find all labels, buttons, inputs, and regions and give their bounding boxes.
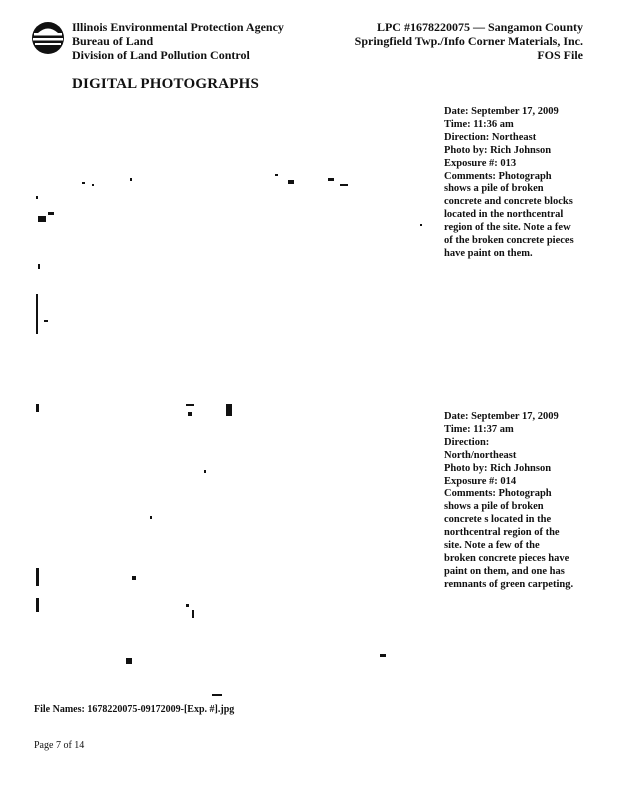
agency-name: Illinois Environmental Protection Agency bbox=[72, 20, 284, 34]
photo-2-photographer: Photo by: Rich Johnson bbox=[444, 462, 552, 474]
photo-2-direction-label: Direction: bbox=[444, 436, 490, 448]
iepa-logo-icon bbox=[30, 20, 66, 56]
photo-1-time: Time: 11:36 am bbox=[444, 118, 514, 130]
photo-1-description bbox=[444, 106, 574, 261]
photo-1-exposure: Exposure #: 013 bbox=[444, 157, 517, 169]
photo-1-date: Date: September 17, 2009 bbox=[444, 106, 559, 117]
photo-2-description bbox=[444, 411, 574, 592]
page-number: Page 7 of 14 bbox=[34, 740, 85, 751]
site-name: Springfield Twp./Info Corner Materials, Inc. bbox=[354, 34, 583, 48]
division-name: Division of Land Pollution Control bbox=[72, 48, 250, 62]
photo-1 bbox=[30, 100, 430, 400]
site-header bbox=[355, 20, 583, 62]
bureau-name: Bureau of Land bbox=[72, 34, 154, 48]
photo-1-direction: Direction: Northeast bbox=[444, 131, 537, 143]
file-names: File Names: 1678220075-09172009-[Exp. #].jpg bbox=[34, 704, 235, 715]
photo-2-time: Time: 11:37 am bbox=[444, 423, 514, 435]
photo-1-photographer: Photo by: Rich Johnson bbox=[444, 144, 552, 156]
page-title: DIGITAL PHOTOGRAPHS bbox=[72, 76, 260, 92]
file-type: FOS File bbox=[537, 48, 583, 62]
photo-2-direction: North/northeast bbox=[444, 449, 517, 461]
lpc-number: LPC #1678220075 — Sangamon County bbox=[376, 20, 583, 34]
photo-2-comments: Comments: Photograph shows a pile of broken concrete s located in the northcentral region of the site. Note a few of the broken concrete pieces have paint on them, and one has remnants of green carpeting. bbox=[444, 488, 574, 590]
photo-2 bbox=[30, 400, 430, 700]
photo-1-comments: Comments: Photograph shows a pile of broken concrete and concrete blocks located in the northcentral region of the site. Note a few of the broken concrete pieces have paint on them. bbox=[444, 170, 574, 259]
agency-header bbox=[72, 20, 284, 62]
photo-2-exposure: Exposure #: 014 bbox=[444, 475, 517, 487]
photo-2-date: Date: September 17, 2009 bbox=[444, 411, 559, 422]
